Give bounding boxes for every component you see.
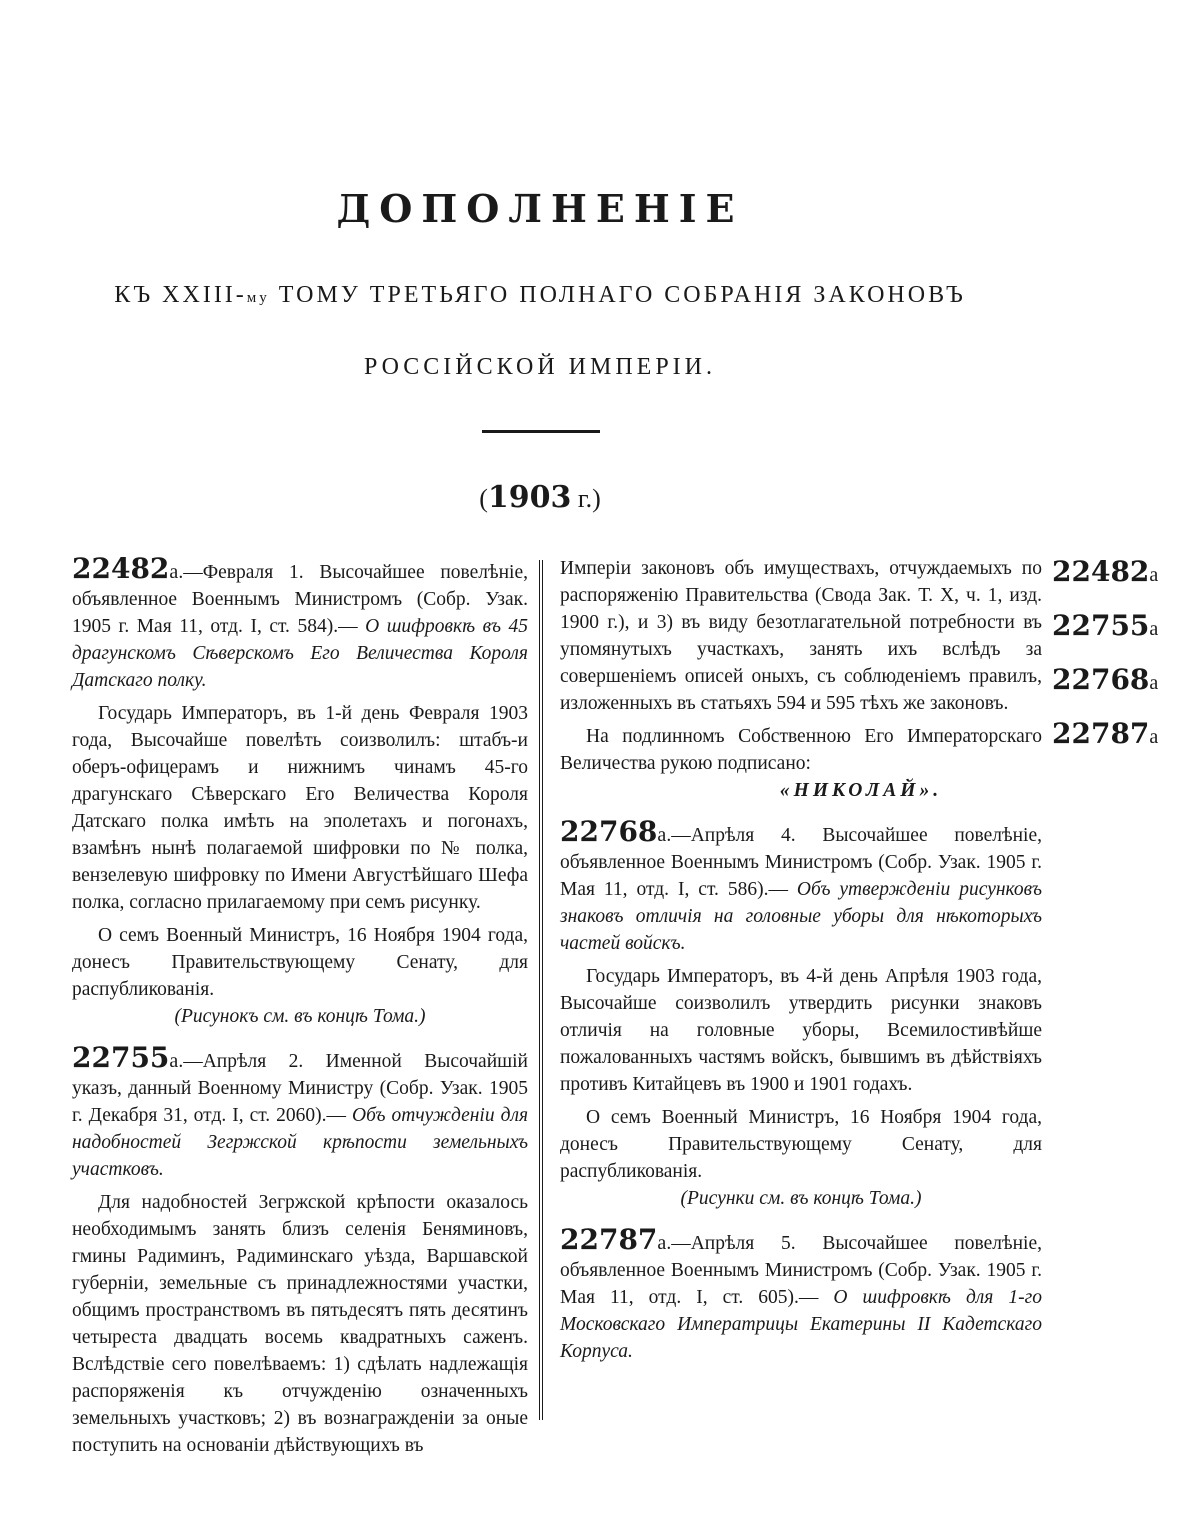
entry-22787-heading [560, 1223, 1043, 1365]
entry-22755-para-2: На подлинномъ Собственною Его Императорскаго Величества рукою подписано: [560, 726, 1042, 774]
margin-index-suffix: а [1149, 726, 1159, 748]
entry-head: .—Апрѣля 2. Именной Высочайшій указъ, данный Военному Министру (Собр. Узак. 1905 г. Декабря 31, отд. I, ст. 2060).— [72, 1051, 528, 1126]
entry-title: О шифровкѣ для 1-го Московскаго Императрицы Екатерины II Кадетскаго Корпуса. [560, 1287, 1043, 1362]
entry-head: .—Апрѣля 5. Высочайшее повелѣніе, объявленное Военнымъ Министромъ (Собр. Узак. 1905 г. Мая 11, отд. I, ст. 605).— [560, 1233, 1042, 1308]
subtitle-post: ТОМУ ТРЕТЬЯГО ПОЛНАГО СОБРАНІЯ ЗАКОНОВЪ [269, 282, 966, 308]
right-column [560, 555, 1042, 1365]
entry-title: Объ утвержденіи рисунковъ знаковъ отличія на головные уборы для нѣкоторыхъ частей войскъ. [560, 879, 1043, 954]
margin-index-suffix: а [1149, 672, 1159, 694]
entry-number: 22787 [560, 1223, 658, 1256]
entry-number: 22482 [72, 552, 170, 585]
entry-22482-heading [72, 552, 528, 694]
entry-22755-signature: «НИКОЛАЙ». [779, 780, 943, 801]
margin-index-number: 22482 [1052, 555, 1150, 588]
year-close: г.) [571, 484, 601, 513]
margin-index-number: 22755 [1052, 609, 1150, 642]
document-title: ДОПОЛНЕНІЕ [336, 186, 744, 231]
subtitle-sup: му [246, 290, 270, 306]
document-subtitle [0, 282, 1080, 309]
subtitle-pre: КЪ XXIII- [114, 282, 247, 308]
entry-22482-reference: (Рисунокъ см. въ концѣ Тома.) [174, 1006, 426, 1027]
entry-title: Объ отчужденіи для надобностей Зегржской крѣпости земельныхъ участковъ. [72, 1105, 529, 1180]
entry-head: .—Апрѣля 4. Высочайшее повелѣніе, объявленное Военнымъ Министромъ (Собр. Узак. 1905 г. Мая 11, отд. I, ст. 586).— [560, 825, 1042, 900]
entry-number: 22768 [560, 815, 658, 848]
column-divider [539, 560, 543, 1420]
year-heading [0, 480, 1080, 515]
entry-suffix: а [657, 824, 667, 846]
entry-22482-para-1: Государь Императоръ, въ 1-й день Февраля 1903 года, Высочайше повелѣть соизволилъ: штабъ-и оберъ-офицерамъ и нижнимъ чинамъ 45-го драгунскаго Сѣверскаго Его Величества Короля Датскаго полка имѣть на эполетахъ и погонахъ, взамѣнъ нынѣ полагаемой шифровки по № полка, вензелевую шифровку по Имени Августѣйшаго Шефа полка, согласно прилагаемому при семъ рисунку. [72, 703, 528, 913]
document-subtitle-2: РОССІЙСКОЙ ИМПЕРІИ. [363, 354, 717, 380]
entry-22755-para-1: Для надобностей Зегржской крѣпости оказалось необходимымъ занять близъ селенія Беняминовъ, гмины Радиминъ, Радиминскаго уѣзда, Варшавской губерніи, земельные съ принадлежностями участки, общимъ пространствомъ въ пятьдесятъ пять десятинъ четыреста двадцать восемь квадратныхъ саженъ. Вслѣдствіе сего повелѣваемъ: 1) сдѣлать надлежащія распоряженія къ отчужденію означенныхъ земельныхъ участковъ; 2) въ вознагражденіи за оные поступить на основаніи дѣйствующихъ въ [72, 1192, 528, 1456]
margin-index-number: 22768 [1052, 663, 1150, 696]
margin-index-item [1052, 552, 1192, 606]
entry-22482-para-2: О семъ Военный Министръ, 16 Ноября 1904 года, донесъ Правительствующему Сенату, для распубликованія. [72, 925, 528, 1000]
entry-22768-reference: (Рисунки см. въ концѣ Тома.) [680, 1188, 922, 1209]
entry-suffix: а [169, 561, 179, 583]
entry-22755-continuation: Имперіи законовъ объ имуществахъ, отчуждаемыхъ по распоряженію Правительства (Свода Зак. Т. X, ч. 1, изд. 1900 г.), и 3) въ виду безотлагательной потребности въ упомянутыхъ участкахъ, занять ихъ вслѣдъ за совершеніемъ описей оныхъ, съ соблюденіемъ правилъ, изложенныхъ въ статьяхъ 594 и 595 тѣхъ же законовъ. [560, 558, 1042, 714]
entry-title: О шифровкѣ въ 45 драгунскомъ Сѣверскомъ Его Величества Короля Датскаго полку. [72, 616, 528, 691]
margin-index-suffix: а [1149, 564, 1159, 586]
entry-suffix: а [657, 1232, 667, 1254]
margin-index [1052, 552, 1192, 768]
entry-suffix: а [169, 1050, 179, 1072]
margin-index-item [1052, 606, 1192, 660]
entry-22755-heading [72, 1041, 529, 1183]
margin-index-item [1052, 660, 1192, 714]
margin-index-item [1052, 714, 1192, 768]
year-number: 1903 [487, 480, 572, 515]
margin-index-suffix: а [1149, 618, 1159, 640]
title-rule [482, 430, 600, 433]
year-open: ( [479, 484, 488, 513]
entry-22768-para-2: О семъ Военный Министръ, 16 Ноября 1904 года, донесъ Правительствующему Сенату, для распубликованія. [560, 1107, 1042, 1182]
left-column [72, 552, 529, 1459]
entry-number: 22755 [72, 1041, 170, 1074]
entry-22768-para-1: Государь Императоръ, въ 4-й день Апрѣля 1903 года, Высочайше соизволилъ утвердить рисунки знаковъ отличія на головные уборы, Всемилостивѣйше пожалованныхъ частямъ войскъ, бывшимъ въ дѣйствіяхъ противъ Китайцевъ въ 1900 и 1901 годахъ. [560, 966, 1042, 1095]
entry-head: .—Февраля 1. Высочайшее повелѣніе, объявленное Военнымъ Министромъ (Собр. Узак. 1905 г. Мая 11, отд. I, ст. 584).— [72, 562, 528, 637]
entry-22768-heading [560, 815, 1043, 957]
margin-index-number: 22787 [1052, 717, 1150, 750]
